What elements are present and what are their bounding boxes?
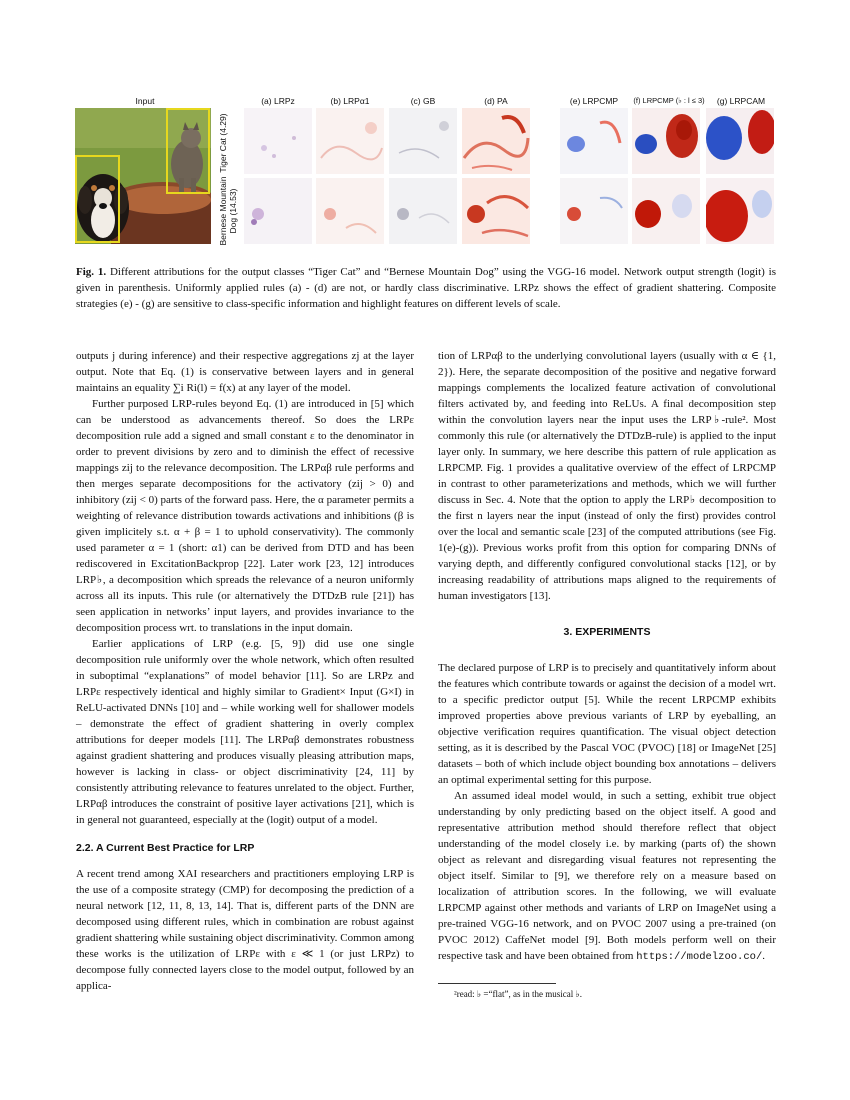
modelzoo-link[interactable]: https://modelzoo.co/ (636, 951, 763, 963)
heatmap-a-cat (244, 108, 312, 174)
footnote-divider (438, 983, 556, 984)
heatmap-f-cat (632, 108, 700, 174)
heatmap-e-dog (560, 178, 628, 244)
row-label-dog: Bernese Mountain Dog (14.53) (218, 176, 238, 246)
section-heading: 3. EXPERIMENTS (563, 626, 651, 638)
figure-1 (0, 90, 850, 250)
figure-caption: Fig. 1. Different attributions for the output classes “Tiger Cat” and “Bernese Mountain Dog” using the VGG-16 model. Network output strength (logit) is given in parenthesis. Uniformly applied rules (a) - (d) are not, or hardly class discriminative. LRPz shows the effect of gradient shattering. Composite strategies (e) - (g) are sensitive to class-specific information and highlight features on different levels of scale. (76, 266, 776, 310)
right-paragraph-1: tion of LRPαβ to the underlying convolutional layers (usually with α ∈ {1, 2}). Here, the separate decomposition of the positive and negative forward mappings complements the localized feature activation of convolutional filters activated by, and feeding into ReLUs. A final decomposition step within the convolution layers near the input uses the LRP♭-rule². Most commonly this rule (or alternatively the DTDzB-rule) is applied to the input layer only. In summary, we here describe this pattern of rule application as LRPCMP. Fig. 1 provides a qualitative overview of the effect of LRPCMP in contrast to other parameterizations and methods, which we will further discuss in Sec. 4. Note that the option to apply the LRP♭ decomposition to the first n layers near the input (instead of only the first) provides control over the local and semantic scale [23] of the computed attributions (see Fig. 1(e)-(g)). Previous works profit from this option for comparing DNNs of varying depth, and differently configured convolutional stacks [12], or by increasing readability of attributions maps aligned to the requirements of human investigators [13]. (438, 350, 776, 602)
heatmap-b-dog (316, 178, 384, 244)
right-paragraph-2: The declared purpose of LRP is to precisely and quantitatively inform about the features which contribute towards or against the decision of a model wrt. to a specific predictor output [5]. While the recent LRPCMP exhibits improved properties above previous variants of LRP by eyeballing, an objective verification requires quantification. The visual object detection setting, as it is described by the Pascal VOC (PVOC) [18] or ImageNet [25] datasets – both of which include object bounding box annotations – delivers an optimal experimental setting for this purpose. (438, 662, 776, 786)
col-label-a: (a) LRPz (261, 96, 295, 106)
heatmap-d-cat (462, 108, 530, 174)
heatmap-g-dog (706, 178, 774, 244)
input-photo-drawing (75, 108, 211, 244)
input-image (75, 108, 211, 244)
row-label-cat: Tiger Cat (4.29) (218, 113, 228, 173)
footnote: ²read: ♭ =“flat”, as in the musical ♭. (454, 989, 582, 999)
col-label-f: (f) LRPCMP (♭ : l ≤ 3) (633, 96, 705, 105)
col-label-e: (e) LRPCMP (569, 96, 619, 106)
col-label-d: (d) PA (484, 96, 508, 106)
heatmap-f-dog (632, 178, 700, 244)
right-paragraph-3: An assumed ideal model would, in such a setting, exhibit true object understanding by only predicting based on the object itself. A good and representative attribution method should therefore reflect that object understanding of the model closely i.e. by marking (parts of) the shown object as relevant and disregarding visual features not representing the object itself. Similar to [9], we therefore rely on a measure based on localization of attribution scores. In the following, we will evaluate LRPCMP against other methods and variants of LRP on ImageNet using a pre-trained VGG-16 network, and on PVOC 2007 using a pre-trained (on PVOC 2012) CaffeNet model [9]. Both models perform well on their respective task and have been obtained from https://modelzoo.co/. (438, 790, 776, 963)
left-paragraph-2: Further purposed LRP-rules beyond Eq. (1) are introduced in [5] which can be understood as advancements thereof. So does the LRPε decomposition rule add a signed and small constant ε to the denominator in order to prevent divisions by zero and to diminish the effect of recessive mappings zij to the relevance decomposition. The LRPαβ rule performs and then merges separate decompositions for the activatory (zij > 0) and inhibitory (zij < 0) parts of the forward pass. Here, the α parameter permits a weighting of relevance distribution towards activations and inhibitions (β is given implicitely s.t. α + β = 1 to uphold conservativity). The commonly used parameter α = 1 (short: α1) can be derived from DTD and has been rediscovered in ExcitationBackprop [22]. Later work [23, 12] introduces LRP♭, a decomposition which spreads the relevance of a neuron uniformly across all its inputs. This rule (or alternatively the DTDzB rule [21]) has seen application in networks’ input layers, and provides invariance to the decomposition process wrt. to translations in the input domain. (76, 398, 414, 634)
heatmap-a-dog (244, 178, 312, 244)
heatmap-b-cat (316, 108, 384, 174)
left-paragraph-3: Earlier applications of LRP (e.g. [5, 9]) did use one single decomposition rule uniformly over the whole network, which often resulted in suboptimal “explanations” of model behavior [11]. So are LRPz and LRPε respectively identical and highly similar to Gradient× Input (G×I) in ReLU-activated DNNs [10] and – while working well for shallower models – demonstrate the effect of gradient shattering in overly complex attributions for deeper models [11]. The LRPαβ demonstrates robustness against gradient shattering and produces visually pleasing attribution maps, however is lacking in class- or object discriminativity [24, 11] by consistently attributing relevance to features unrelated to the object. Further, LRPαβ introduces the constraint of positive layer activations [21], which is in general not guaranteed, especially at the (logit) output of a model. (76, 638, 414, 826)
caption-fig-label: Fig. 1 (76, 266, 104, 278)
left-paragraph-1: outputs j during inference) and their respective aggregations zj at the layer output. Note that Eq. (1) is conservative between layers and in general maintains an equality ∑i Ri(l) = f(x) at any layer of the model. (76, 350, 414, 394)
left-column (76, 348, 414, 994)
caption-text: Different attributions for the output classes “Tiger Cat” and “Bernese Mountain Dog” using the VGG-16 model. Network output strength (logit) is given in parenthesis. Uniformly applied rules (a) - (d) are not, or hardly class discriminative. LRPz shows the effect of gradient shattering. Composite strategies (e) - (g) are sensitive to class-specific information and highlight features on different levels of scale. (76, 266, 776, 310)
col-label-g: (g) LRPCAM (716, 96, 766, 106)
col-label-b: (b) LRPα1 (330, 96, 370, 106)
heatmap-c-cat (389, 108, 457, 174)
subsection-heading: 2.2. A Current Best Practice for LRP (76, 842, 255, 854)
heatmap-d-dog (462, 178, 530, 244)
col-label-c: (c) GB (410, 96, 436, 106)
left-paragraph-4: A recent trend among XAI researchers and practitioners employing LRP is the use of a composite strategy (CMP) for decomposing the prediction of a neural network [12, 11, 8, 13, 14]. That is, different parts of the DNN are decomposed using different rules, which in combination are robust against gradient shattering while sustaining object discriminativity. Common among these works is the utilization of LRPε with ε ≪ 1 (or just LRPz) to decompose fully connected layers close to the model output, followed by an applica- (76, 868, 414, 992)
heatmap-e-cat (560, 108, 628, 174)
input-label: Input (135, 96, 155, 106)
right-paragraph-3-text: An assumed ideal model would, in such a setting, exhibit true object understanding by only predicting based on the object itself. A good and representative attribution method should therefore reflect that object understanding of the model closely i.e. by marking (parts of) the shown object as relevant and disregarding visual features not representing the object itself. Similar to [9], we therefore rely on a measure based on localization of attribution scores. In the following, we will evaluate LRPCMP against other methods and variants of LRP on ImageNet using a pre-trained VGG-16 network, and on PVOC 2007 using a pre-trained (on PVOC 2012) CaffeNet model [9]. Both models perform well on their respective task and have been obtained from (438, 790, 776, 962)
right-column (438, 348, 776, 1000)
heatmap-c-dog (389, 178, 457, 244)
heatmap-g-cat (706, 108, 774, 174)
